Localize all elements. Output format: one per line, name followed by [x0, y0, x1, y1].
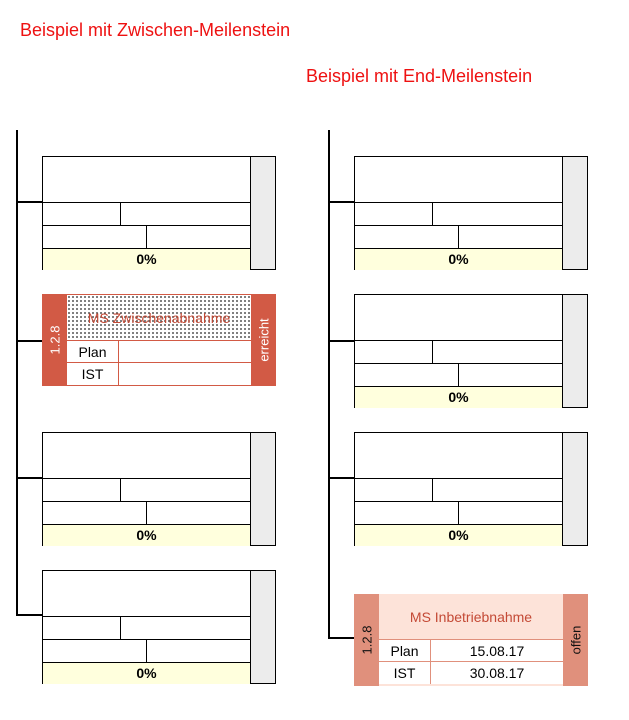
package-row [43, 639, 250, 662]
work-package-box[interactable] [42, 570, 276, 684]
milestone-title: MS Inbetriebnahme [379, 594, 563, 640]
package-row [43, 478, 250, 501]
connector-right-4 [328, 637, 354, 639]
progress-row [355, 386, 562, 408]
title-end-example: Beispiel mit End-Meilenstein [306, 66, 533, 86]
status-column [251, 157, 275, 269]
work-package-box[interactable] [42, 156, 276, 270]
plan-value [119, 341, 251, 363]
connector-left-2 [16, 340, 42, 342]
status-column [251, 571, 275, 683]
progress-percent: 0% [448, 527, 469, 543]
package-row [43, 225, 250, 248]
milestone-id-column [354, 594, 379, 686]
milestone-status-column [251, 294, 276, 386]
ist-label: IST [67, 363, 119, 385]
connector-right-3 [328, 477, 354, 479]
work-package-main [355, 295, 563, 407]
tree-trunk-right [328, 130, 330, 638]
end-milestone-box[interactable] [354, 594, 588, 686]
work-package-box[interactable] [354, 432, 588, 546]
milestone-title: MS Zwischenabnahme [67, 295, 251, 341]
connector-left-3 [16, 477, 42, 479]
milestone-ist-row [379, 662, 563, 684]
progress-percent: 0% [448, 389, 469, 405]
connector-left-1 [16, 201, 42, 203]
package-row [355, 478, 562, 501]
package-row [355, 202, 562, 225]
connector-right-2 [328, 340, 354, 342]
ist-label: IST [379, 662, 431, 684]
work-package-main [43, 433, 251, 545]
plan-label: Plan [67, 341, 119, 363]
work-package-box[interactable] [354, 294, 588, 408]
package-row [355, 363, 562, 386]
progress-percent: 0% [136, 251, 157, 267]
progress-row [355, 248, 562, 270]
status-column [251, 433, 275, 545]
milestone-status: offen [568, 625, 583, 655]
milestone-status: erreicht [256, 318, 271, 362]
milestone-status-column [563, 594, 588, 686]
ist-value [119, 363, 251, 385]
package-row [43, 501, 250, 524]
connector-right-1 [328, 201, 354, 203]
milestone-body [67, 294, 251, 386]
milestone-body [379, 594, 563, 686]
milestone-id-column [42, 294, 67, 386]
work-package-main [355, 433, 563, 545]
package-row [355, 225, 562, 248]
status-column [563, 157, 587, 269]
milestone-plan-row [67, 341, 251, 363]
intermediate-milestone-box[interactable] [42, 294, 276, 386]
progress-row [43, 524, 250, 546]
work-package-main [43, 571, 251, 683]
package-row [43, 616, 250, 639]
progress-percent: 0% [136, 665, 157, 681]
plan-value: 15.08.17 [469, 643, 525, 659]
work-package-box[interactable] [42, 432, 276, 546]
milestone-plan-row [379, 640, 563, 662]
milestone-id: 1.2.8 [359, 625, 374, 655]
progress-percent: 0% [136, 527, 157, 543]
work-package-main [43, 157, 251, 269]
work-package-main [355, 157, 563, 269]
work-package-box[interactable] [354, 156, 588, 270]
progress-row [43, 662, 250, 684]
package-row [43, 202, 250, 225]
milestone-ist-row [67, 363, 251, 385]
title-intermediate-example: Beispiel mit Zwischen-Meilenstein [20, 20, 291, 40]
package-row [355, 340, 562, 363]
status-column [563, 295, 587, 407]
progress-row [355, 524, 562, 546]
status-column [563, 433, 587, 545]
package-row [355, 501, 562, 524]
plan-label: Plan [379, 640, 431, 662]
progress-row [43, 248, 250, 270]
milestone-id: 1.2.8 [47, 325, 62, 355]
progress-percent: 0% [448, 251, 469, 267]
connector-left-4 [16, 614, 42, 616]
ist-value: 30.08.17 [469, 665, 525, 681]
